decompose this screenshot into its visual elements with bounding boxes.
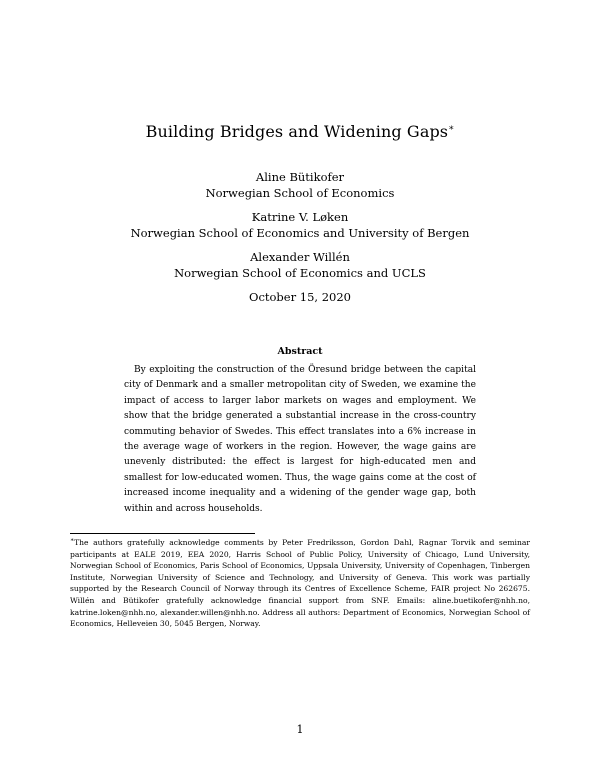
author-name: Aline Bütikofer bbox=[255, 170, 345, 184]
paper-title bbox=[0, 122, 600, 141]
footnote-divider bbox=[70, 533, 255, 534]
title-footnote-mark: ∗ bbox=[448, 123, 455, 134]
title-text: Building Bridges and Widening Gaps bbox=[145, 122, 449, 141]
author-affiliation: Norwegian School of Economics bbox=[205, 186, 395, 200]
footnote-text: The authors gratefully acknowledge comments by Peter Fredriksson, Gordon Dahl, Ragnar Torvik and seminar participants at EALE 2019, EEA 2020, Harris School of Public Policy, University of Chicago, Lund University, Norwegian School of Economics, Paris School of Economics, Uppsala University, University of Copenhagen, Tinbergen Institute, Norwegian University of Science and Technology, and University of Geneva. This work was partially supported by the Research Council of Norway through its Centres of Excellence Scheme, FAIR project No 262675. Willén and Bütikofer gratefully acknowledge financial support from SNF. Emails: aline.buetikofer@nhh.no, katrine.loken@nhh.no, alexander.willen@nhh.no. Address all authors: Department of Economics, Norwegian School of Economics, Helleveien 30, 5045 Bergen, Norway. bbox=[70, 538, 530, 629]
author-affiliation: Norwegian School of Economics and University of Bergen bbox=[130, 226, 470, 240]
footnote-mark: ∗ bbox=[70, 536, 75, 544]
paper-date: October 15, 2020 bbox=[249, 290, 351, 304]
author-affiliation: Norwegian School of Economics and UCLS bbox=[174, 266, 426, 280]
author-name: Katrine V. Løken bbox=[251, 210, 349, 224]
author-name: Alexander Willén bbox=[250, 250, 350, 264]
page-number: 1 bbox=[296, 723, 304, 736]
footnote bbox=[70, 537, 530, 630]
abstract-heading: Abstract bbox=[277, 346, 323, 357]
abstract-body: By exploiting the construction of the Öresund bridge between the capital city of Denmark and a smaller metropolitan city of Sweden, we examine the impact of access to larger labor markets on wages and employment. We show that the bridge generated a substantial increase in the cross-country commuting behavior of Swedes. This effect translates into a 6% increase in the average wage of workers in the region. However, the wage gains are unevenly distributed: the effect is largest for high-educated men and smallest for low-educated women. Thus, the wage gains come at the cost of increased income inequality and a widening of the gender wage gap, both within and across households. bbox=[124, 365, 476, 514]
